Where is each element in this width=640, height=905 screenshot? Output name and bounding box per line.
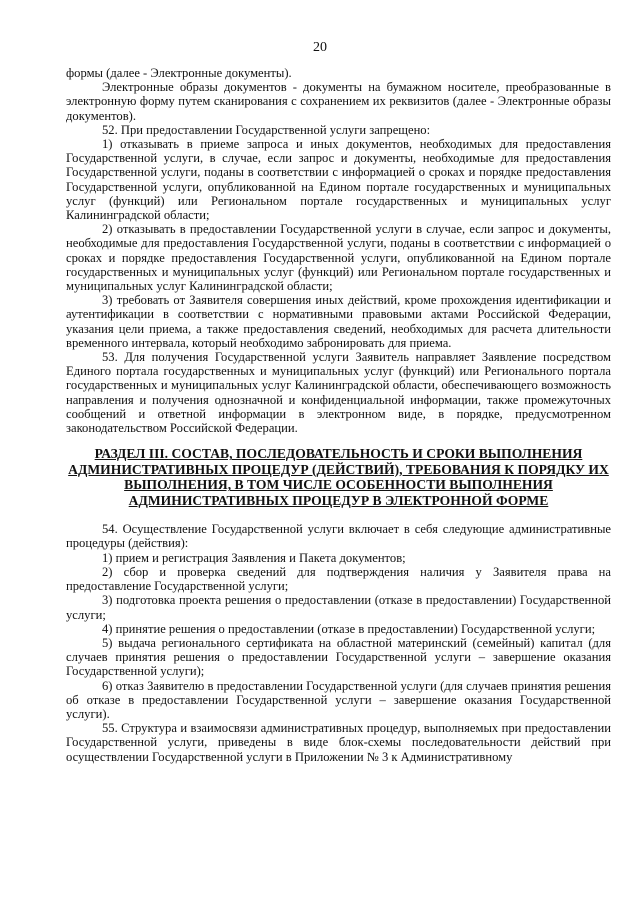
document-body bbox=[66, 66, 611, 764]
section-heading bbox=[66, 446, 611, 508]
section-52-item-3: 3) требовать от Заявителя совершения иных действий, кроме прохождения идентификации и аутентификации в соответствии с нормативными правовыми актами Российской Федерации, указания цели приема, а также предоставления сведений, необходимых для расчета длительности временного интервала, который необходимо забронировать для приема. bbox=[66, 293, 611, 350]
section-55: 55. Структура и взаимосвязи административных процедур, выполняемых при предоставлении Государственной услуги, приведены в виде блок-схемы последовательности действий при осуществлении Государственной услуги в Приложении № 3 к Административному bbox=[66, 721, 611, 764]
section-54-item-6: 6) отказ Заявителю в предоставлении Государственной услуги (для случаев принятия решения об отказе в предоставлении Государственной услуги – завершение оказания Государственной услуги). bbox=[66, 678, 611, 721]
section-52-item-1: 1) отказывать в приеме запроса и иных документов, необходимых для предоставления Государственной услуги, в случае, если запрос и документы, необходимые для предоставления Государственной услуги, поданы в соответствии с информацией о сроках и порядке предоставления Государственной услуги, опубликованной на Едином портале государственных и муниципальных услуг (функций) или Региональном портале государственных и муниципальных услуг Калининградской области; bbox=[66, 137, 611, 223]
page-number: 20 bbox=[313, 40, 327, 55]
section-heading-text: РАЗДЕЛ III. СОСТАВ, ПОСЛЕДОВАТЕЛЬНОСТЬ И СРОКИ ВЫПОЛНЕНИЯ АДМИНИСТРАТИВНЫХ ПРОЦЕДУР (ДЕЙСТВИЙ), ТРЕБОВАНИЯ К ПОРЯДКУ ИХ ВЫПОЛНЕНИЯ, В ТОМ ЧИСЛЕ ОСОБЕННОСТИ ВЫПОЛНЕНИЯ АДМИНИСТРАТИВНЫХ ПРОЦЕДУР В ЭЛЕКТРОННОЙ ФОРМЕ bbox=[68, 446, 609, 508]
section-52-title: 52. При предоставлении Государственной услуги запрещено: bbox=[102, 122, 431, 137]
section-54-item-3: 3) подготовка проекта решения о предоставлении (отказе в предоставлении) Государственной услуги; bbox=[66, 593, 611, 622]
paragraph-intro-2: Электронные образы документов - документы на бумажном носителе, преобразованные в электронную форму путем сканирования с сохранением их реквизитов (далее - Электронные образы документов). bbox=[66, 80, 611, 123]
section-52-item-2: 2) отказывать в предоставлении Государственной услуги в случае, если запрос и документы, необходимые для предоставления Государственной услуги, поданы в соответствии с информацией о сроках и порядке предоставления Государственной услуги, опубликованной на Едином портале государственных и муниципальных услуг (функций) или Региональном портале государственных и муниципальных услуг Калининградской области; bbox=[66, 222, 611, 294]
section-54-item-1: 1) прием и регистрация Заявления и Пакета документов; bbox=[102, 550, 406, 565]
paragraph-intro-1: формы (далее - Электронные документы). bbox=[66, 66, 292, 80]
section-54-item-2: 2) сбор и проверка сведений для подтверждения наличия у Заявителя права на предоставление Государственной услуги; bbox=[66, 564, 611, 594]
section-54-item-4: 4) принятие решения о предоставлении (отказе в предоставлении) Государственной услуги; bbox=[102, 621, 596, 636]
section-54-item-5: 5) выдача регионального сертификата на областной материнский (семейный) капитал (для случаев принятия решения о предоставлении Государственной услуги – завершение оказания Государственной услуги); bbox=[66, 635, 611, 679]
section-54-title: 54. Осуществление Государственной услуги включает в себя следующие административные процедуры (действия): bbox=[66, 522, 611, 551]
section-53: 53. Для получения Государственной услуги Заявитель направляет Заявление посредством Единого портала государственных и муниципальных услуг (функций) или Регионального портала государственных и муниципальных услуг Калининградской области, обеспечивающего возможность направления и получения однозначной и конфиденциальной информации, также промежуточных сообщений и ответной информации в электронном виде, в порядке, предусмотренном законодательством Российской Федерации. bbox=[66, 350, 611, 436]
